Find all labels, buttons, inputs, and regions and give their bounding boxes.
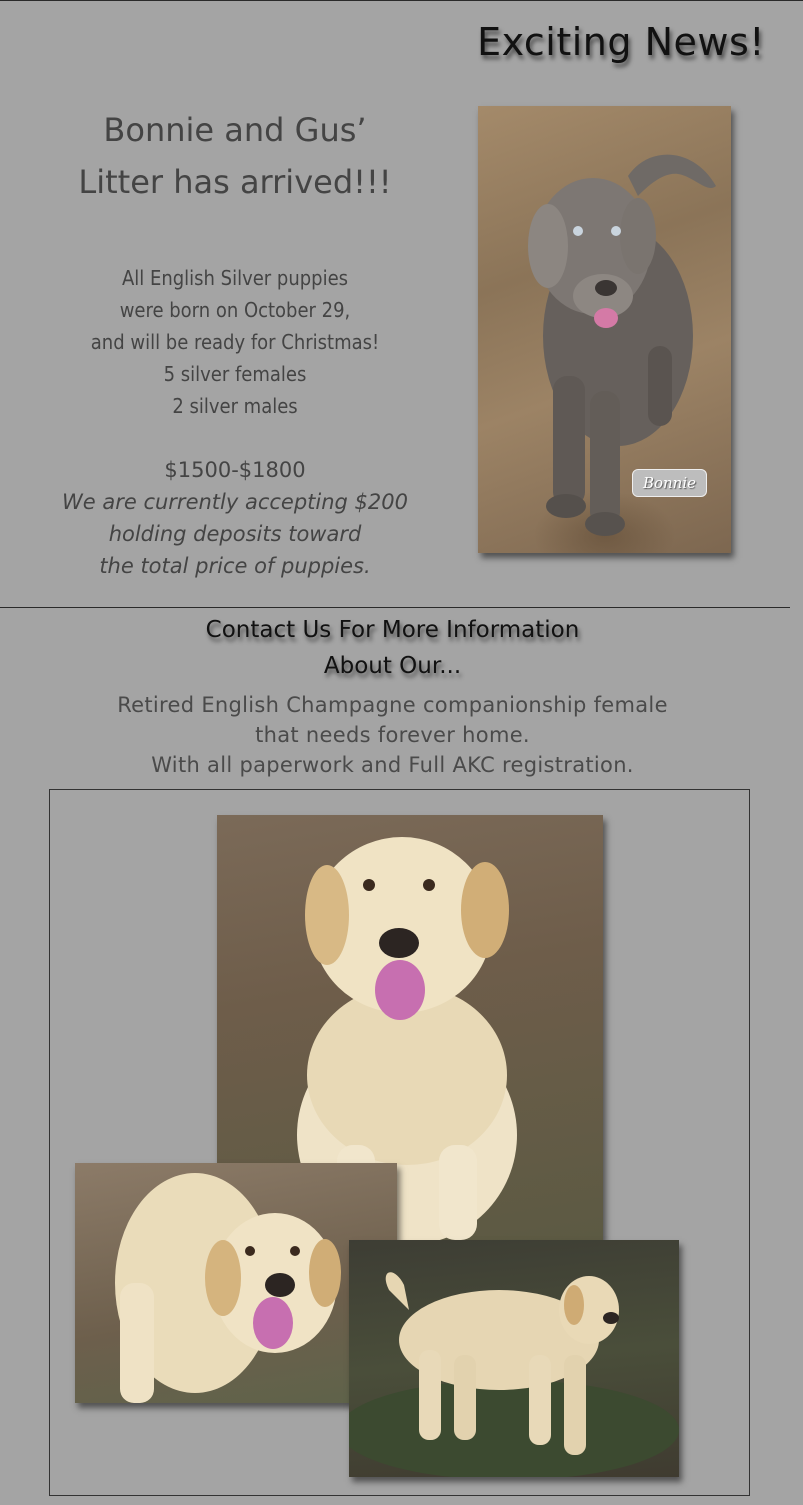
retired-female-description <box>0 690 785 780</box>
bonnie-name-tag: Bonnie <box>632 469 707 497</box>
description-line: With all paperwork and Full AKC registration. <box>151 753 634 777</box>
contact-section <box>0 612 785 780</box>
champagne-lab-profile-illustration <box>349 1240 679 1477</box>
puppy-price: $1500-$1800 <box>164 458 306 482</box>
litter-detail-line: All English Silver puppies <box>121 266 349 290</box>
litter-detail-line: 5 silver females <box>163 362 307 386</box>
contact-heading-line-2: About Our... <box>323 653 462 679</box>
litter-detail-line: 2 silver males <box>172 394 298 418</box>
top-divider <box>0 0 803 1</box>
deposit-line: holding deposits toward <box>108 522 362 546</box>
contact-heading-line-1: Contact Us For More Information <box>205 617 580 643</box>
litter-title-line-2: Litter has arrived!!! <box>78 163 392 201</box>
description-line: that needs forever home. <box>255 723 530 747</box>
litter-title-line-1: Bonnie and Gus’ <box>103 111 367 149</box>
litter-details <box>40 262 430 422</box>
section-divider <box>0 607 790 608</box>
deposit-line: We are currently accepting $200 <box>61 490 409 514</box>
exciting-news-heading: Exciting News! <box>477 20 765 64</box>
litter-detail-line: were born on October 29, <box>119 298 351 322</box>
litter-detail-line: and will be ready for Christmas! <box>90 330 380 354</box>
deposit-note <box>40 486 430 582</box>
description-line: Retired English Champagne companionship female <box>117 693 668 717</box>
deposit-line: the total price of puppies. <box>99 554 371 578</box>
contact-heading <box>0 612 785 684</box>
litter-title <box>40 104 430 208</box>
litter-announcement <box>40 104 430 582</box>
champagne-lab-photo-right <box>349 1240 679 1477</box>
bonnie-photo <box>478 106 731 553</box>
